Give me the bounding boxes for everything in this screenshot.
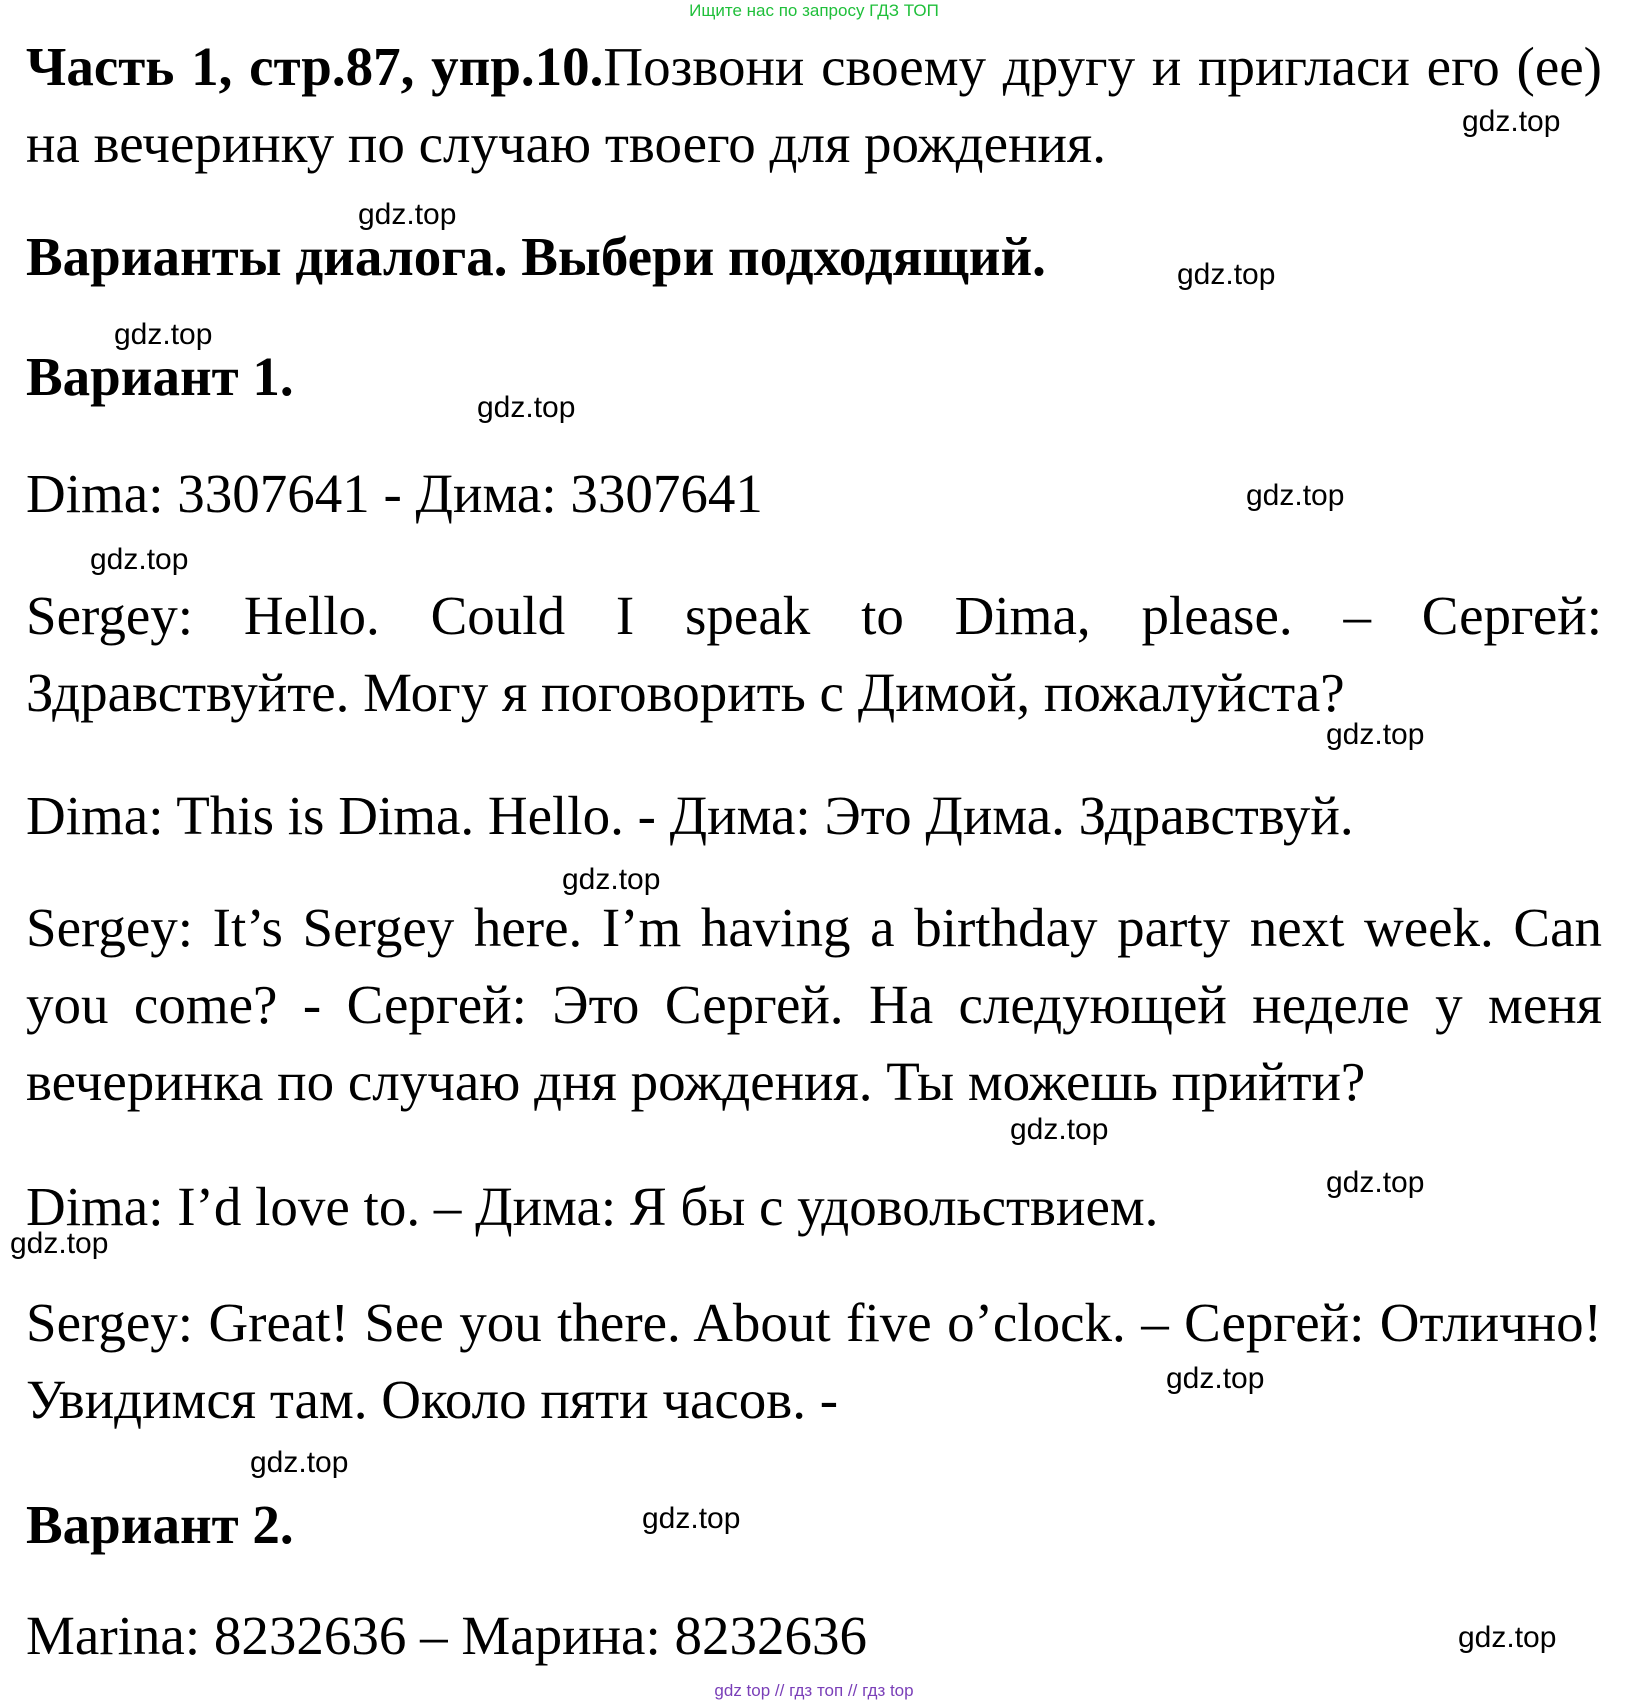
watermark: gdz.top	[90, 543, 189, 576]
watermark: gdz.top	[114, 318, 213, 351]
bottom-banner: gdz top // гдз топ // гдз top	[714, 1681, 914, 1700]
task-label: Часть 1, стр.87, упр.10.	[26, 36, 604, 97]
watermark: gdz.top	[358, 198, 457, 231]
dialog-line-1: Dima: 3307641 - Дима: 3307641	[26, 463, 763, 524]
top-banner: Ищите нас по запросу ГДЗ ТОП	[689, 1, 939, 20]
task-text: Позвони своему другу и пригласи его (ее) на вечеринку по случаю твоего для рождения.	[26, 36, 1602, 174]
watermark: gdz.top	[1462, 105, 1561, 138]
choose-heading: Варианты диалога. Выбери подходящий.	[26, 226, 1046, 287]
watermark: gdz.top	[642, 1502, 741, 1535]
watermark: gdz.top	[477, 391, 576, 424]
watermark: gdz.top	[1010, 1113, 1109, 1146]
watermark: gdz.top	[562, 863, 661, 896]
variant1-title: Вариант 1.	[26, 346, 294, 407]
watermark: gdz.top	[1246, 479, 1345, 512]
dialog-line-4: Sergey: It’s Sergey here. I’m having a birthday party next week. Can you come? - Сергей: Это Сергей. На следующей неделе у меня вечеринка по случаю дня рождения. Ты можешь прийти?	[26, 897, 1602, 1112]
watermark: gdz.top	[1458, 1621, 1557, 1654]
dialog-line-5: Dima: I’d love to. – Дима: Я бы с удовольствием.	[26, 1176, 1159, 1237]
watermark: gdz.top	[1166, 1362, 1265, 1395]
watermark: gdz.top	[1326, 1166, 1425, 1199]
watermark: gdz.top	[1326, 718, 1425, 751]
dialog-line-3: Dima: This is Dima. Hello. - Дима: Это Дима. Здравствуй.	[26, 785, 1354, 846]
watermark: gdz.top	[10, 1227, 109, 1260]
watermark: gdz.top	[250, 1446, 349, 1479]
variant2-title: Вариант 2.	[26, 1494, 294, 1555]
watermark: gdz.top	[1177, 258, 1276, 291]
dialog-line-2: Sergey: Hello. Could I speak to Dima, please. – Сергей: Здравствуйте. Могу я поговорить с Димой, пожалуйста?	[26, 585, 1602, 723]
dialog-line-6: Sergey: Great! See you there. About five o’clock. – Сергей: Отлично! Увидимся там. Около пяти часов. -	[26, 1292, 1602, 1430]
dialog-line-7: Marina: 8232636 – Марина: 8232636	[26, 1605, 867, 1666]
task-paragraph	[26, 28, 1602, 182]
